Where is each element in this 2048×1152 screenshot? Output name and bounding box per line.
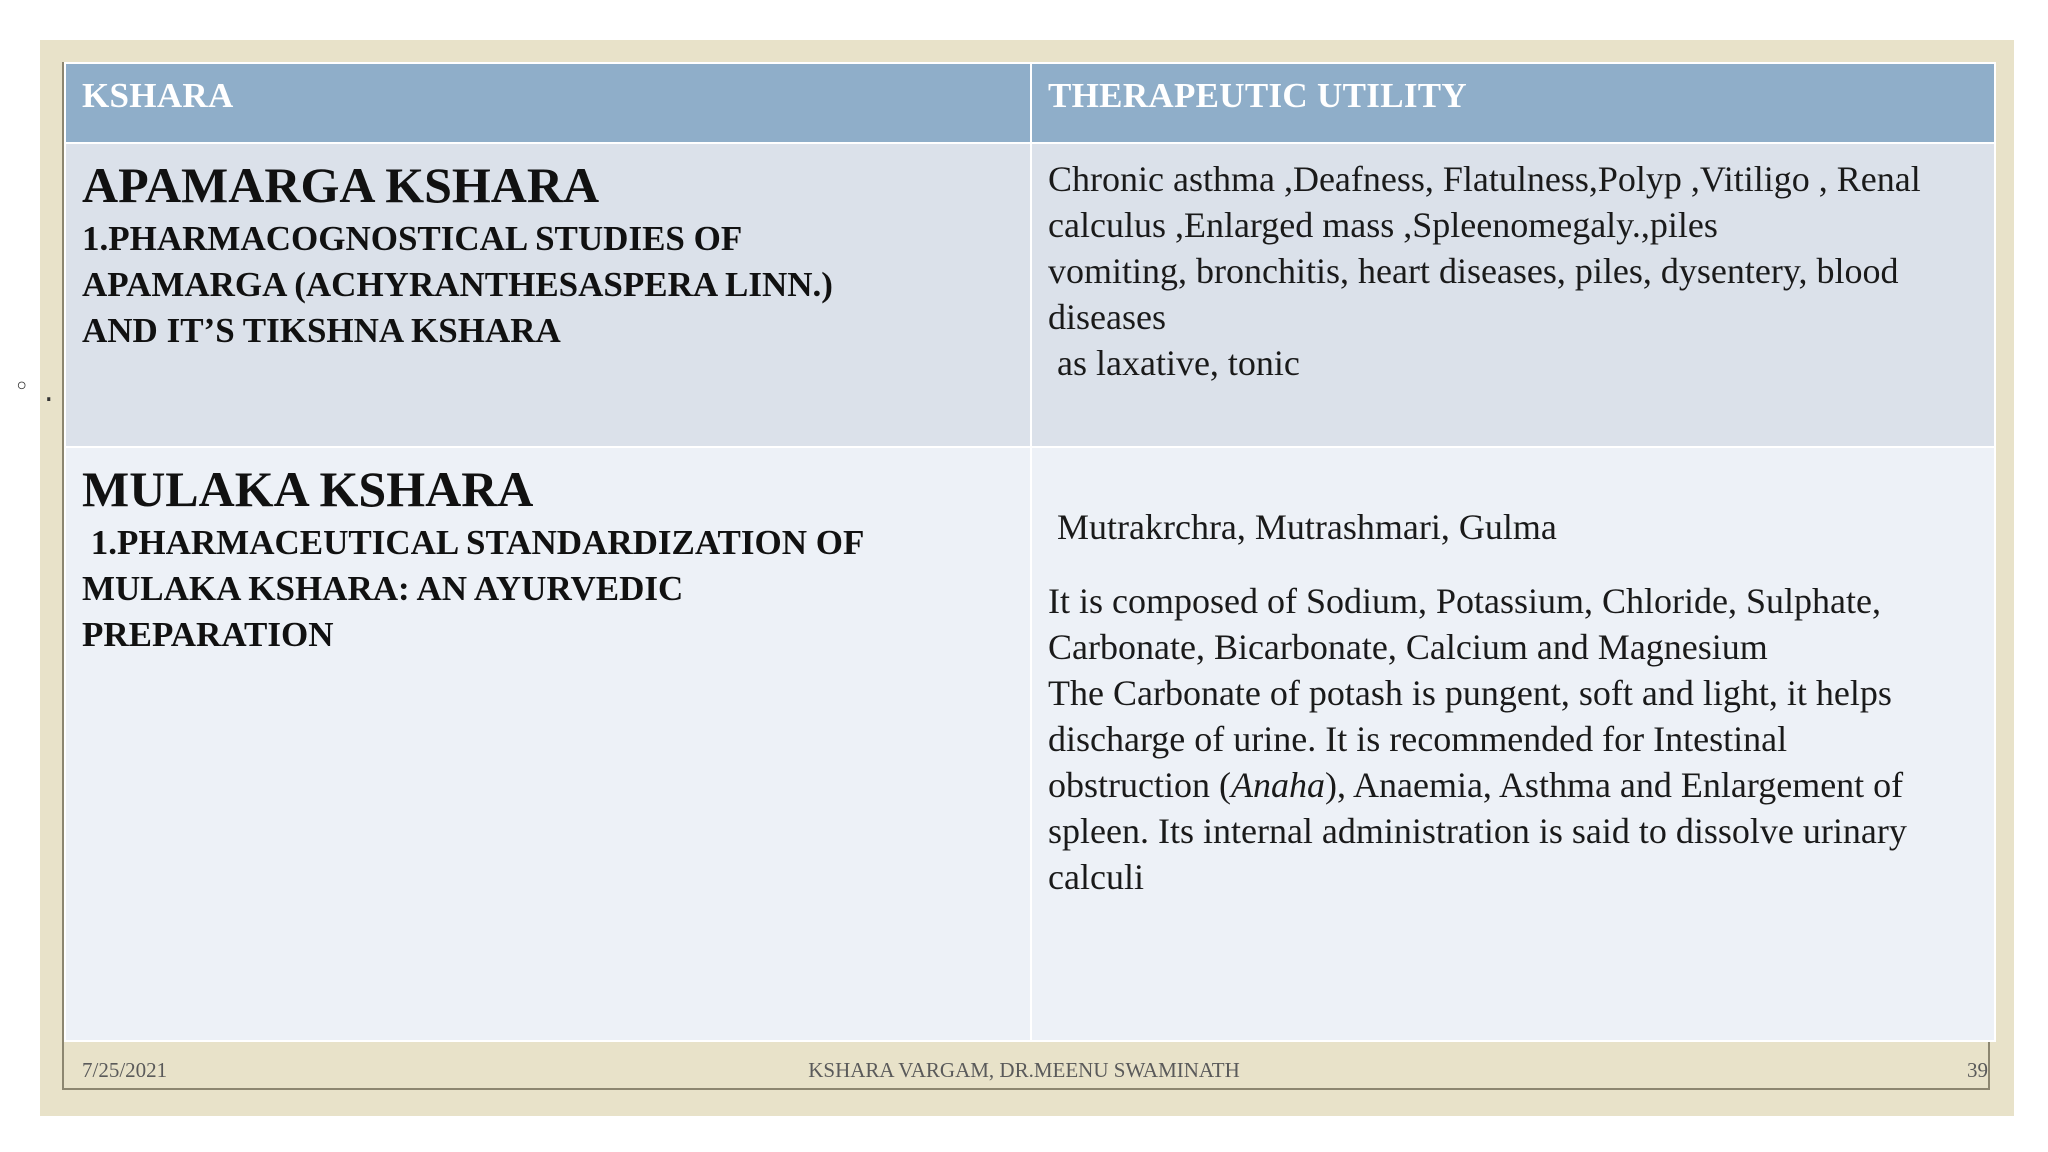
utility-line: spleen. Its internal administration is said to dissolve urinary	[1048, 811, 1907, 851]
utility-text	[1048, 504, 1978, 900]
header-kshara: KSHARA	[65, 63, 1031, 143]
study-line: APAMARGA (ACHYRANTHESASPERA LINN.)	[82, 265, 833, 304]
anaha-term: Anaha	[1230, 765, 1325, 805]
utility-line: calculus ,Enlarged mass ,Spleenomegaly.,piles	[1048, 205, 1718, 245]
obstruction-post: ), Anaemia, Asthma and Enlargement of	[1324, 765, 1904, 805]
footer-page-number: 39	[1967, 1058, 1988, 1082]
utility-line: It is composed of Sodium, Potassium, Chloride, Sulphate,	[1048, 581, 1881, 621]
footer-date: 7/25/2021	[82, 1058, 168, 1082]
side-dot-mark: .	[44, 374, 54, 409]
kshara-cell	[65, 447, 1031, 1041]
study-line: AND IT’S TIKSHNA KSHARA	[82, 311, 561, 350]
table-row	[65, 447, 1995, 1041]
study-title	[82, 216, 1014, 354]
utility-spacer	[1048, 550, 1978, 578]
kshara-cell	[65, 143, 1031, 447]
utility-line-obstruction	[1048, 762, 1978, 808]
obstruction-pre: obstruction (	[1048, 765, 1231, 805]
utility-text	[1048, 156, 1978, 386]
header-therapeutic-utility: THERAPEUTIC UTILITY	[1031, 63, 1995, 143]
kshara-table	[64, 62, 1996, 1042]
utility-intro: Mutrakrchra, Mutrashmari, Gulma	[1048, 507, 1557, 547]
utility-line: Chronic asthma ,Deafness, Flatulness,Polyp ,Vitiligo , Renal	[1048, 159, 1921, 199]
utility-line: Carbonate, Bicarbonate, Calcium and Magnesium	[1048, 627, 1768, 667]
study-title	[82, 520, 1014, 658]
utility-line: as laxative, tonic	[1048, 343, 1300, 383]
study-line: MULAKA KSHARA: AN AYURVEDIC	[82, 569, 684, 608]
utility-cell	[1031, 447, 1995, 1041]
kshara-name: APAMARGA KSHARA	[82, 157, 600, 213]
side-bullet-mark: ◦	[14, 372, 30, 402]
study-line: 1.PHARMACEUTICAL STANDARDIZATION OF	[82, 523, 865, 562]
footer-title: KSHARA VARGAM, DR.MEENU SWAMINATH	[808, 1058, 1240, 1082]
table-header-row	[65, 63, 1995, 143]
utility-cell	[1031, 143, 1995, 447]
study-line: PREPARATION	[82, 615, 334, 654]
study-line: 1.PHARMACOGNOSTICAL STUDIES OF	[82, 219, 743, 258]
utility-line: calculi	[1048, 857, 1144, 897]
utility-line: The Carbonate of potash is pungent, soft and light, it helps	[1048, 673, 1892, 713]
utility-line: discharge of urine. It is recommended for Intestinal	[1048, 719, 1788, 759]
kshara-name: MULAKA KSHARA	[82, 461, 534, 517]
utility-line: vomiting, bronchitis, heart diseases, piles, dysentery, blood	[1048, 251, 1899, 291]
utility-line: diseases	[1048, 297, 1166, 337]
table-row	[65, 143, 1995, 447]
